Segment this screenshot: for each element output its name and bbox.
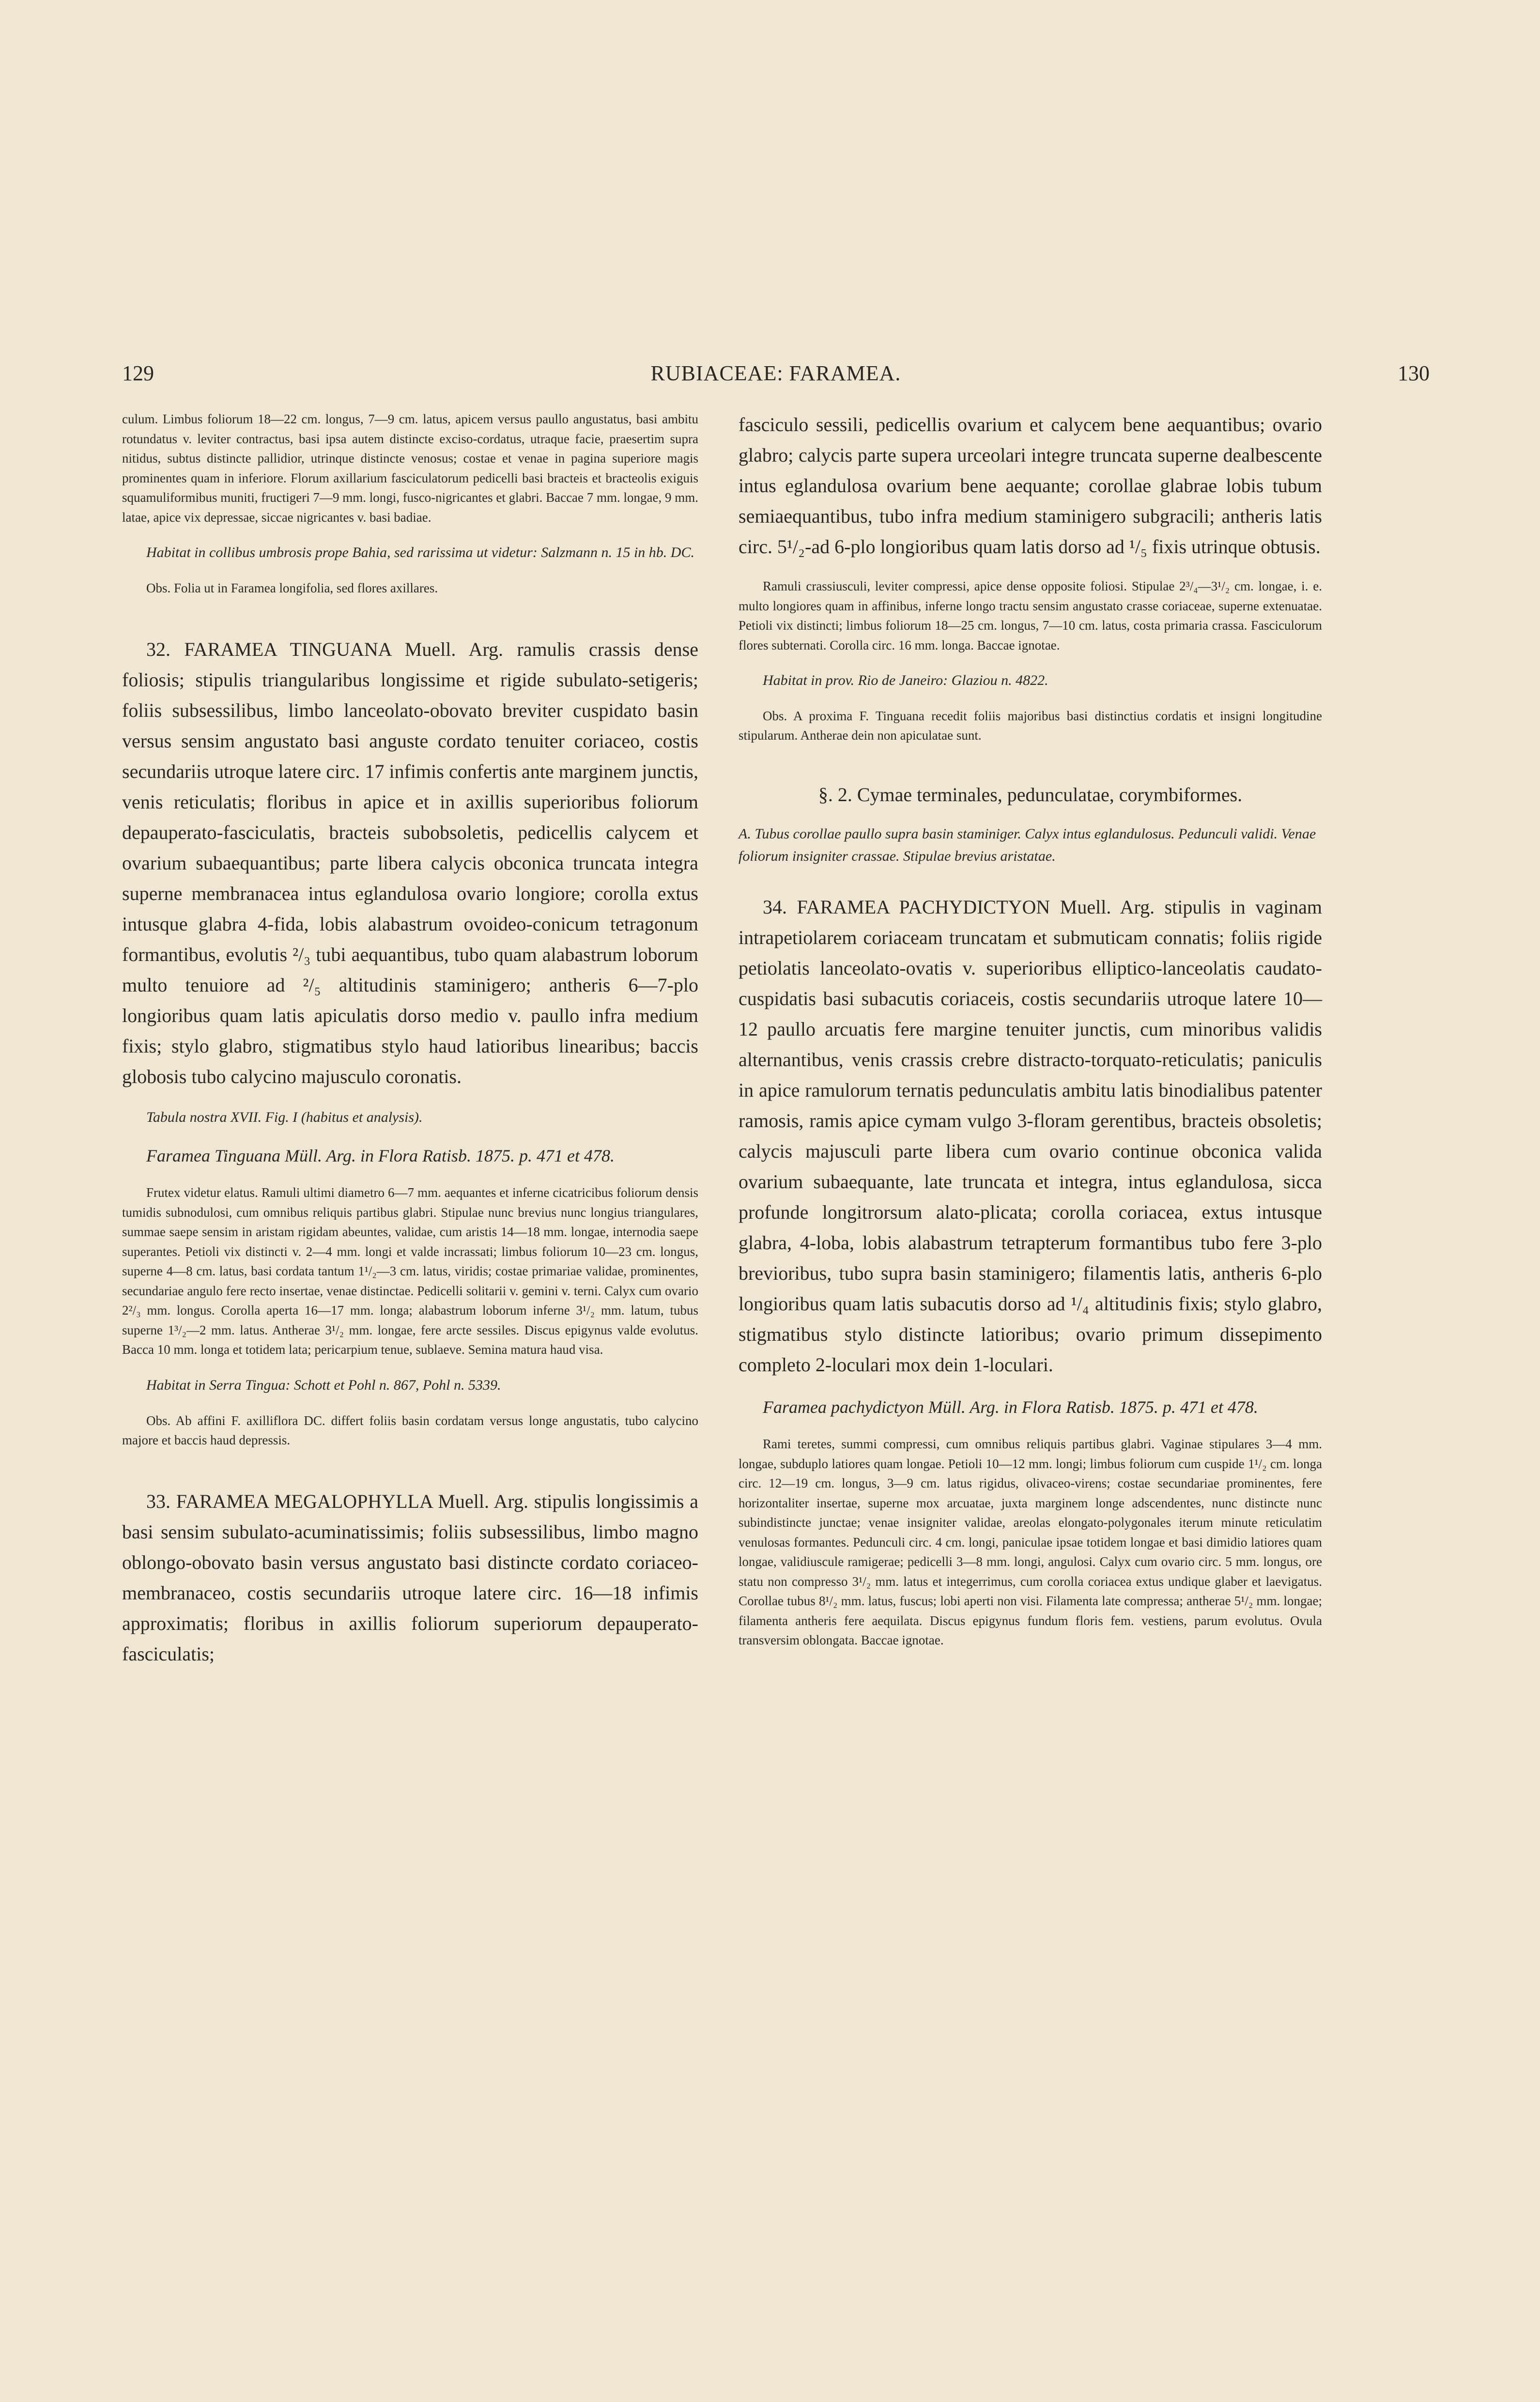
observation-note: Obs. A proxima F. Tinguana recedit foliis majoribus basi distinctius cordatis et insigni longitudine stipularum. Antherae dein non apiculatae sunt. — [739, 709, 1322, 743]
section-heading: §. 2. Cymae terminales, pedunculatae, corymbiformes. — [818, 784, 1243, 806]
species-33-diagnosis: 33. FARAMEA MEGALOPHYLLA Muell. Arg. stipulis longissimis a basi sensim subulato-acuminatissimis; foliis subsessilibus, limbo magno oblongo-obovato basin versus angustato basi distincte cordato coriaceo-membranaceo, costis secundariis utroque latere circ. 16—18 infimis approximatis; floribus in axillis foliorum superiorum depauperato-fasciculatis; — [122, 1490, 698, 1665]
plate-reference: Tabula nostra XVII. Fig. I (habitus et analysis). — [146, 1109, 423, 1125]
running-title: RUBIACEAE: FARAMEA. — [650, 361, 901, 385]
page-number-right: 130 — [1398, 361, 1430, 385]
species-33-diagnosis-continued: fasciculo sessili, pedicellis ovarium et calycem bene aequantibus; ovario glabro; calycis parte supera urceolari integre truncata superne dealbescente intus eglandulosa ovarium bene aequante; corollae glabrae lobis tubum semiaequantibus, tubo infra medium staminigero subgracili; antheris latis circ. 5¹/₂-ad 6-plo longioribus quam latis dorso ad ¹/₅ fixis utrinque obtusis. — [739, 414, 1322, 558]
species-34-description: Rami teretes, summi compressi, cum omnibus reliquis partibus glabri. Vaginae stipulares 3—4 mm. longae, subduplo latiores quam longae. Petioli 10—12 mm. longi; limbus foliorum cum cuspide 1¹/₂ cm. longa circ. 12—19 cm. longus, 3—9 cm. latus rigidus, olivaceo-virens; costae secundariae prominentes, fere horizontaliter insertae, superne mox arcuatae, juxta marginem longe adscendentes, nunc distincte nunc subindistincte junctae; venae insigniter validae, areolas elongato-polygonales iterum minute reticulatim venulosas formantes. Pedunculi circ. 4 cm. longi, paniculae ipsae totidem longae et basi dimidio latiores quam longae, validiuscule ramigerae; pedicelli 3—8 mm. longi, angulosi. Calyx cum ovario circ. 5 mm. longus, ore statu non compresso 3¹/₂ mm. latus et integerrimus, cum corolla coriacea extus undique glaber et laevigatus. Corollae tubus 8¹/₂ mm. latus, fuscus; lobi aperti non visi. Filamenta late compressa; antherae 5¹/₂ mm. longae; filamenta antheris fere aequilata. Discus epigynus fundum floris fem. vestiens, parum evolutus. Ovula transversim oblongata. Baccae ignotae. — [739, 1437, 1322, 1647]
observation-note: Obs. Ab affini F. axilliflora DC. differt foliis basin cordatam versus longe angustatis, tubo calycino majore et baccis haud depressis. — [122, 1413, 698, 1447]
observation-note: Obs. Folia ut in Faramea longifolia, sed flores axillares. — [146, 581, 438, 595]
habitat-note: Habitat in collibus umbrosis prope Bahia, sed rarissima ut videtur: Salzmann n. 15 in hb. DC. — [146, 544, 694, 560]
page-number-left: 129 — [122, 361, 154, 385]
right-column — [739, 409, 1322, 1650]
habitat-note: Habitat in prov. Rio de Janeiro: Glaziou n. 4822. — [763, 672, 1048, 688]
literature-citation: Faramea Tinguana Müll. Arg. in Flora Ratisb. 1875. p. 471 et 478. — [146, 1146, 615, 1165]
habitat-note: Habitat in Serra Tingua: Schott et Pohl n. 867, Pohl n. 5339. — [146, 1377, 501, 1393]
literature-citation: Faramea pachydictyon Müll. Arg. in Flora Ratisb. 1875. p. 471 et 478. — [763, 1397, 1258, 1417]
species-32-description: Frutex videtur elatus. Ramuli ultimi diametro 6—7 mm. aequantes et inferne cicatricibus foliorum densis tumidis subnodulosi, cum omnibus reliquis partibus glabri. Stipulae nunc brevius nunc longius triangulares, summae saepe sensim in aristam rigidam abeuntes, validae, cum aristis 14—18 mm. longae, internodia saepe superantes. Petioli vix distincti v. 2—4 mm. longi et valde incrassati; limbus foliorum 10—23 cm. longus, superne 4—8 cm. latus, basi cordata tantum 1¹/₂—3 cm. latus, viridis; costae primariae validae, prominentes, secundariae angulo fere recto insertae, venae distinctae. Pedicelli solitarii v. gemini v. terni. Calyx cum ovario 2²/₃ mm. longus. Corolla aperta 16—17 mm. longa; alabastrum loborum inferne 3¹/₂ mm. latum, tubus superne 1³/₂—2 mm. latus. Antherae 3¹/₂ mm. longae, fere arcte sessiles. Discus epigynus valde evolutus. Bacca 10 mm. longa et totidem lata; pericarpium tenue, sublaeve. Semina matura haud visa. — [122, 1185, 698, 1357]
species-34-diagnosis: 34. FARAMEA PACHYDICTYON Muell. Arg. stipulis in vaginam intrapetiolarem coriaceam truncatam et submuticam connatis; foliis rigide petiolatis lanceolato-ovatis v. superioribus elliptico-lanceolatis caudato-cuspidatis basi subacutis coriaceis, costis secundariis utroque latere 10—12 paullo arcuatis fere margine tenuiter junctis, cum minoribus validis alternantibus, venis crassis crebre distracto-torquato-reticulatis; paniculis in apice ramulorum ternatis pedunculatis ambitu latis binodialibus patenter ramosis, ramis apice cymam vulgo 3-floram gerentibus, bracteis obsoletis; calycis majusculi parte libera cum ovario continue obconica valida ovarium subaequante, late truncata et integra, intus eglandulosa, sicca profunde longitrorsum alato-plicata; corolla coriacea, extus intusque glabra, 4-loba, lobis alabastrum tetrapterum formantibus tubo fere 3-plo brevioribus, tubo supra basin staminigero; filamentis latis, antheris 6-plo longioribus quam latis subacutis dorso ad ¹/₄ altitudinis fixis; stylo glabro, stigmatibus stylo distincte latioribus; ovario primum dissepimento completo 2-loculari mox dein 1-loculari. — [739, 896, 1322, 1376]
species-33-description: Ramuli crassiusculi, leviter compressi, apice dense opposite foliosi. Stipulae 2³/₄—3¹/₂ cm. longae, i. e. multo longiores quam in affinibus, inferne longo tractu sensim angustato crasse coriaceae, superne extenuatae. Petioli vix distincti; limbus foliorum 18—25 cm. longus, 7—10 cm. latus, costa primaria crassa. Fasciculorum flores subternati. Corolla circ. 16 mm. longa. Baccae ignotae. — [739, 579, 1322, 652]
page-header — [122, 361, 1430, 390]
paragraph-description-continued: culum. Limbus foliorum 18—22 cm. longus, 7—9 cm. latus, apicem versus paullo angustatus, basi ambitu rotundatus v. leviter contractus, basi ipsa autem distincte exciso-cordatus, utraque facie, praesertim supra nitidus, subtus distincte pallidior, utrinque distincte venosus; costae et venae in pagina superiore magis prominentes quam in inferiore. Florum axillarium fasciculatorum pedicelli basi bracteis et bracteolis exiguis squamuliformibus muniti, fructigeri 7—9 mm. longi, fusco-nigricantes et glabri. Baccae 7 mm. longae, 9 mm. latae, apice vix depressae, siccae nigricantes v. basi badiae. — [122, 412, 698, 525]
group-key: A. Tubus corollae paullo supra basin staminiger. Calyx intus eglandulosus. Pedunculi validi. Venae foliorum insigniter crassae. Stipulae brevius aristatae. — [739, 826, 1316, 864]
left-column — [122, 409, 698, 1669]
species-32-diagnosis: 32. FARAMEA TINGUANA Muell. Arg. ramulis crassis dense foliosis; stipulis triangularibus longissime et rigide subulato-setigeris; foliis subsessilibus, limbo lanceolato-obovato breviter cuspidato basin versus sensim angustato basi anguste cordato tenuiter coriaceo, costis secundariis utroque latere circ. 17 infimis confertis ante marginem junctis, venis reticulatis; floribus in apice et in axillis superioribus foliorum depauperato-fasciculatis, bracteis subobsoletis, pedicellis calycem et ovarium subaequantibus; parte libera calycis obconica truncata integra superne membranacea intus eglandulosa ovario longiore; corolla extus intusque glabra 4-fida, lobis alabastrum ovoideo-conicum tetragonum formantibus, evolutis ²/₃ tubi aequantibus, tubo quam alabastrum loborum multo tenuiore ad ²/₅ altitudinis staminigero; antheris 6—7-plo longioribus quam latis apiculatis dorso medio v. paullo infra medium fixis; stylo glabro, stigmatibus stylo haud latioribus linearibus; baccis globosis tubo calycino majusculo coronatis. — [122, 638, 698, 1087]
